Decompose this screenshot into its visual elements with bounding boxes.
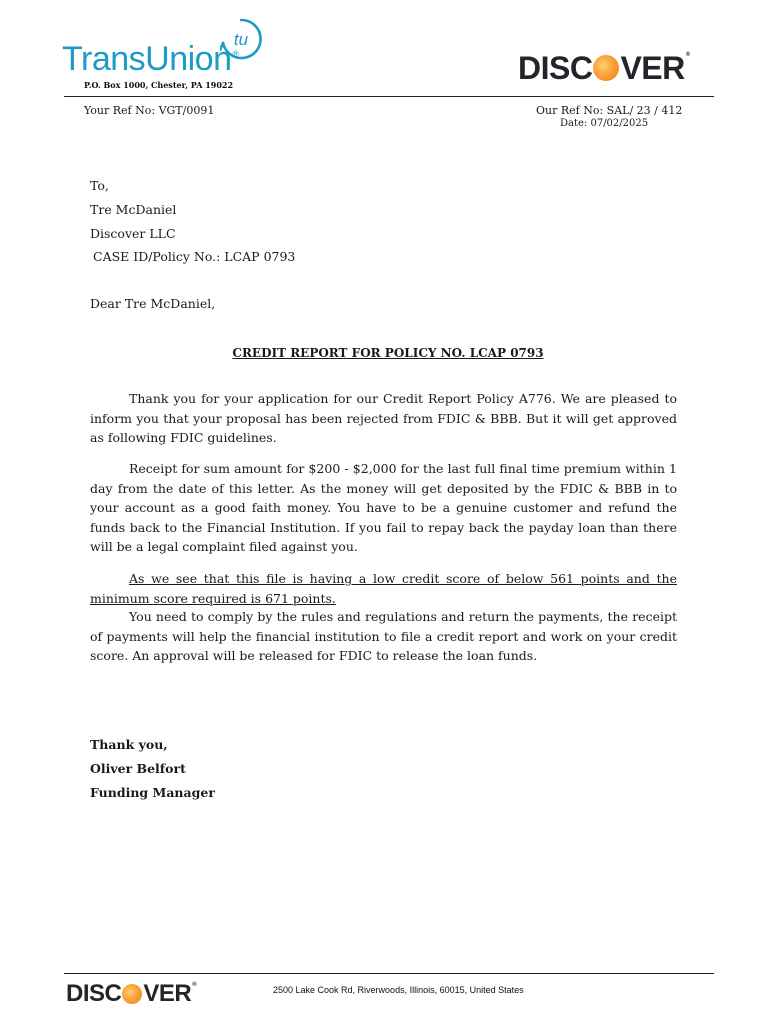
salutation: Dear Tre McDaniel,: [90, 296, 216, 311]
discover-footer-wordmark: DISC: [66, 980, 122, 1007]
your-ref-number: Your Ref No: VGT/0091: [84, 104, 215, 117]
transunion-badge-icon: [220, 18, 262, 60]
sender-address: P.O. Box 1000, Chester, PA 19022: [84, 80, 234, 90]
closing-thanks: Thank you,: [90, 737, 168, 752]
to-line: To,: [90, 178, 109, 193]
transunion-wordmark: TransUnion: [62, 40, 232, 78]
discover-wordmark-end: VER: [620, 50, 685, 86]
discover-footer-wordmark-end: VER: [143, 980, 192, 1007]
header-divider: [64, 96, 714, 97]
recipient-company: Discover LLC: [90, 226, 176, 241]
discover-logo-top: DISC VER ®: [518, 50, 690, 86]
paragraph-4: You need to comply by the rules and regulations and return the payments, the receipt of payments will help the financial institution to file a credit report and work on your credit score. An approval will be released for FDIC to release the loan funds.: [90, 609, 677, 663]
transunion-badge-text: tu: [233, 30, 249, 49]
discover-footer-orange-dot-icon: [122, 984, 142, 1004]
letter-date: Date: 07/02/2025: [560, 118, 649, 129]
footer-divider: [64, 973, 714, 974]
signatory-name: Oliver Belfort: [90, 761, 186, 776]
our-ref-number: Our Ref No: SAL/ 23 / 412: [536, 104, 683, 117]
paragraph-1: Thank you for your application for our Credit Report Policy A776. We are pleased to inform you that your proposal has been rejected from FDIC & BBB. But it will get approved as following FDIC guidelines.: [90, 391, 677, 445]
paragraph-2: Receipt for sum amount for $200 - $2,000 for the last full final time premium within 1 day from the date of this letter. As the money will get deposited by the FDIC & BBB in to your account as a good faith money. You have to be a genuine customer and refund the funds back to the Financial Institution. If you fail to repay back the payday loan than there will be a legal complaint filed against you.: [90, 461, 677, 554]
letter-subject: CREDIT REPORT FOR POLICY NO. LCAP 0793: [232, 346, 544, 360]
recipient-name: Tre McDaniel: [90, 202, 177, 217]
discover-wordmark: DISC: [518, 50, 593, 86]
discover-logo-footer: DISC VER ®: [66, 980, 197, 1007]
discover-orange-dot-icon: [593, 55, 619, 81]
signatory-title: Funding Manager: [90, 785, 215, 800]
case-id: CASE ID/Policy No.: LCAP 0793: [93, 249, 296, 264]
transunion-logo: TransUnion® tu: [62, 18, 262, 80]
footer-address: 2500 Lake Cook Rd, Riverwoods, Illinois, 60015, United States: [273, 985, 524, 995]
paragraph-3: As we see that this file is having a low credit score of below 561 points and the minimum score required is 671 points.: [90, 571, 677, 606]
